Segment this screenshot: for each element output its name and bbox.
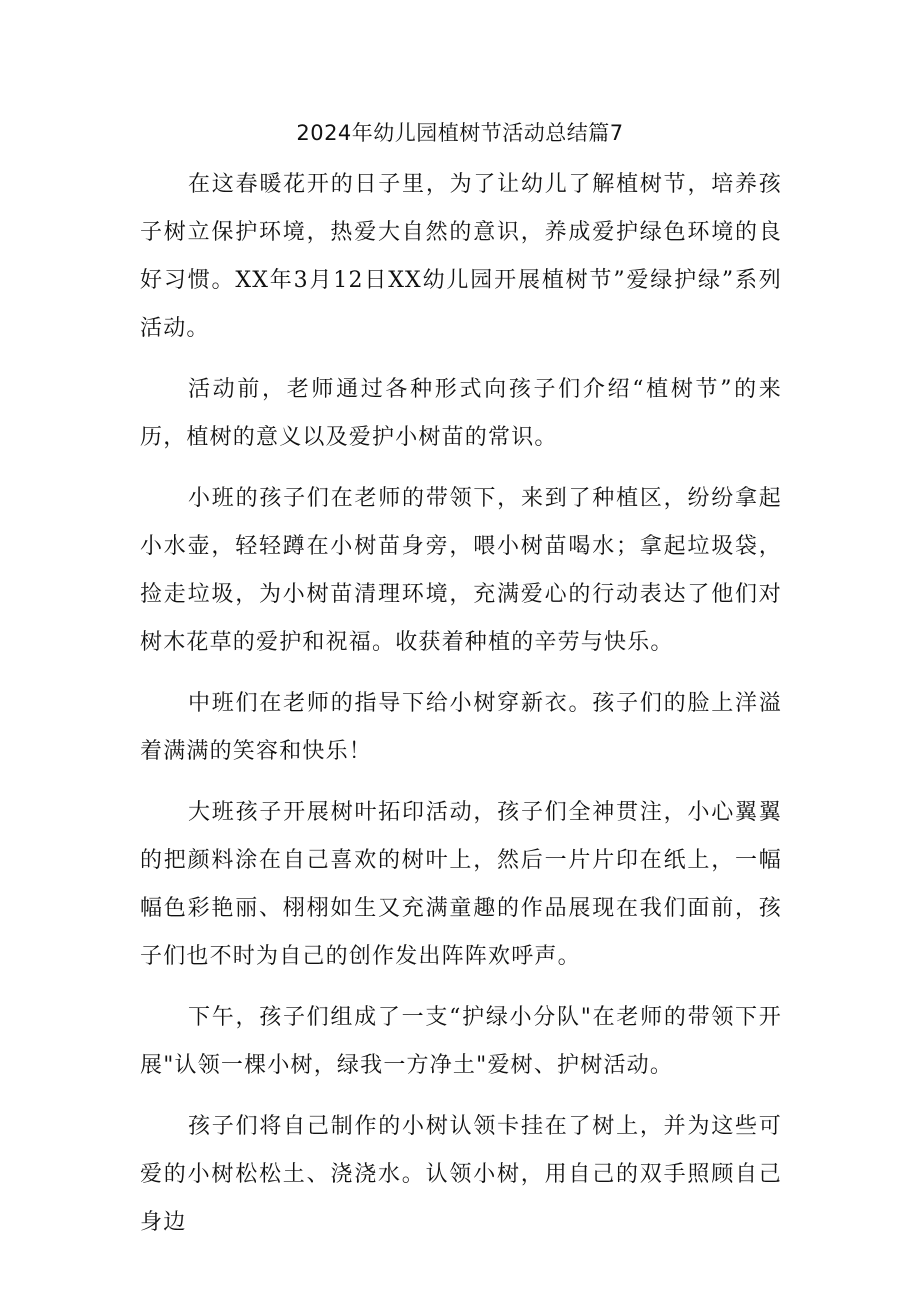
paragraph-1: 在这春暖花开的日子里，为了让幼儿了解植树节，培养孩子树立保护环境，热爱大自然的意识，养成爱护绿色环境的良好习惯。XX年3月12日XX幼儿园开展植树节”爱绿护绿”系列活动。 [140, 172, 782, 341]
paragraph-4: 中班们在老师的指导下给小树穿新衣。孩子们的脸上洋溢着满满的笑容和快乐！ [140, 691, 782, 764]
paragraph-5: 大班孩子开展树叶拓印活动，孩子们全神贯注，小心翼翼的把颜料涂在自己喜欢的树叶上，然后一片片印在纸上，一幅幅色彩艳丽、栩栩如生又充满童趣的作品展现在我们面前，孩子们也不时为自己的创作发出阵阵欢呼声。 [140, 800, 782, 969]
paragraph-7: 孩子们将自己制作的小树认领卡挂在了树上，并为这些可爱的小树松松土、浇浇水。认领小树，用自己的双手照顾自己身边 [140, 1114, 782, 1235]
document-body [140, 161, 782, 1260]
document-title: 2024年幼儿园植树节活动总结篇7 [296, 121, 624, 145]
paragraph-6: 下午，孩子们组成了一支“护绿小分队"在老师的带领下开展"认领一棵小树，绿我一方净土"爱树、护树活动。 [140, 1005, 782, 1078]
paragraph-2: 活动前，老师通过各种形式向孩子们介绍“植树节”的来历，植树的意义以及爱护小树苗的常识。 [140, 377, 782, 450]
paragraph-3: 小班的孩子们在老师的带领下，来到了种植区，纷纷拿起小水壶，轻轻蹲在小树苗身旁，喂小树苗喝水；拿起垃圾袋，捡走垃圾，为小树苗清理环境，充满爱心的行动表达了他们对树木花草的爱护和祝福。收获着种植的辛劳与快乐。 [140, 486, 782, 655]
